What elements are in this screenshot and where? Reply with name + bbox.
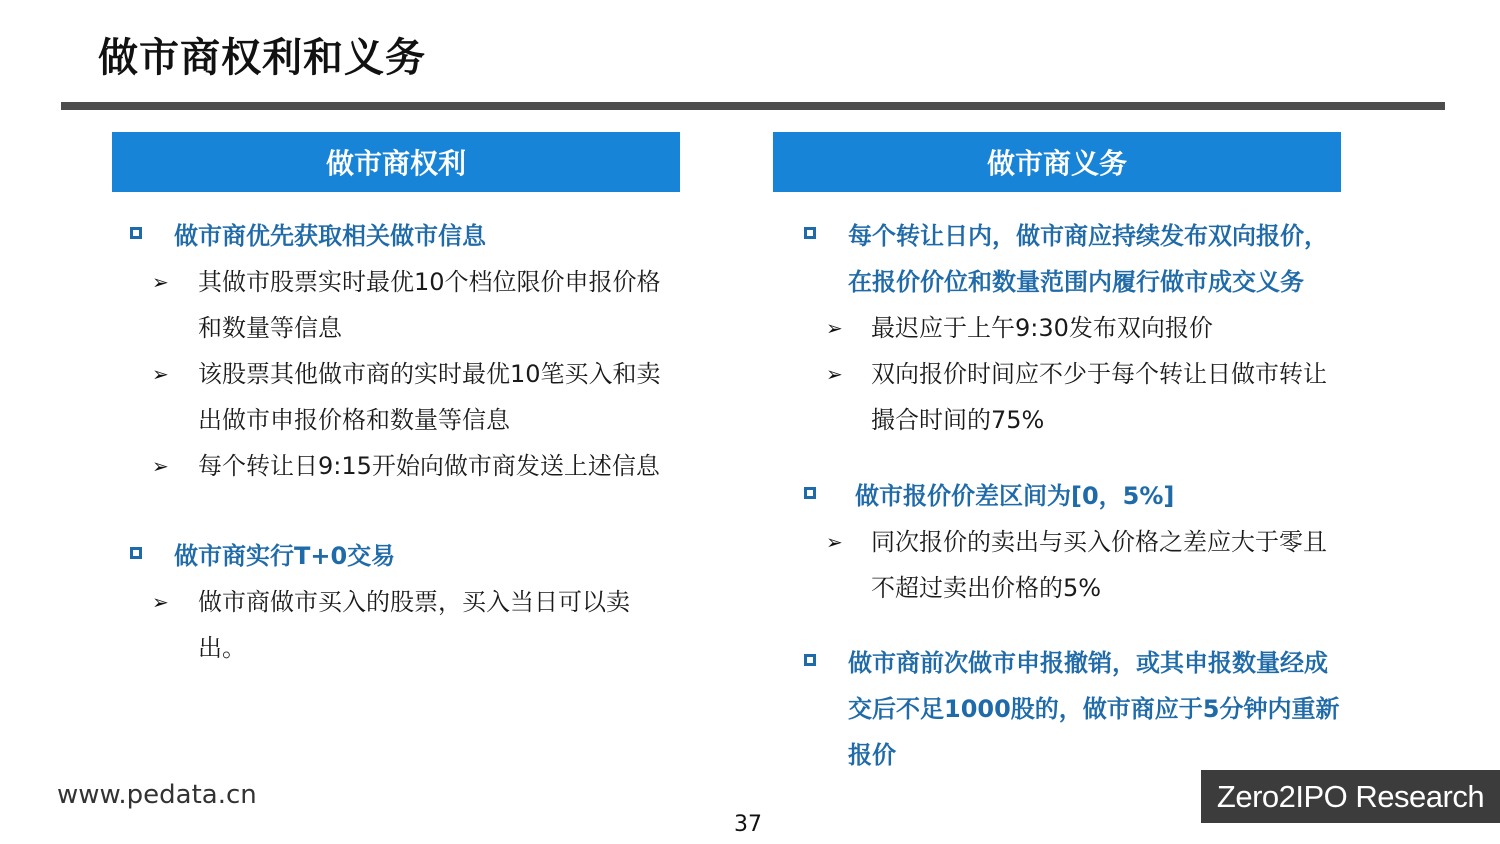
list-item [152, 443, 661, 489]
rights-section-1 [130, 213, 661, 489]
obligations-section-3 [804, 640, 1340, 778]
obligations-heading-row [804, 640, 1340, 778]
list-item-line: 最迟应于上午9:30发布双向报价 [871, 314, 1213, 342]
slide-title: 做市商权利和义务 [98, 35, 426, 81]
rights-heading-1: 做市商优先获取相关做市信息 [174, 222, 486, 250]
arrow-bullet-icon: ➢ [826, 316, 843, 340]
arrow-bullet-icon: ➢ [826, 362, 843, 386]
list-item-line: 每个转让日9:15开始向做市商发送上述信息 [198, 452, 660, 480]
obligations-section-1 [804, 213, 1328, 443]
rights-header: 做市商权利 [112, 132, 680, 192]
rights-heading-row [130, 533, 630, 579]
footer-website-link[interactable]: www.pedata.cn [57, 780, 257, 810]
rights-section-2 [130, 533, 630, 671]
obligations-section-2 [804, 473, 1327, 611]
obligations-heading-line: 在报价价位和数量范围内履行做市成交义务 [848, 268, 1304, 296]
brand-logo: Zero2IPO Research [1201, 770, 1500, 823]
obligations-heading-line: 报价 [848, 741, 896, 769]
square-bullet-icon [804, 487, 816, 499]
list-item-line: 出做市申报价格和数量等信息 [198, 406, 510, 434]
obligations-heading-line: 每个转让日内，做市商应持续发布双向报价， [848, 222, 1328, 250]
obligations-heading-line: 做市报价价差区间为[0，5%] [855, 482, 1175, 510]
obligations-heading-row [804, 213, 1328, 305]
list-item [826, 519, 1327, 611]
list-item [152, 351, 661, 443]
rights-heading-2: 做市商实行T+0交易 [174, 542, 396, 570]
arrow-bullet-icon: ➢ [152, 454, 169, 478]
list-item-line: 不超过卖出价格的5% [871, 574, 1102, 602]
arrow-bullet-icon: ➢ [826, 530, 843, 554]
arrow-bullet-icon: ➢ [152, 590, 169, 614]
list-item-line: 撮合时间的75% [871, 406, 1045, 434]
page-number: 37 [734, 812, 762, 837]
list-item [152, 579, 630, 671]
arrow-bullet-icon: ➢ [152, 362, 169, 386]
obligations-heading-line: 做市商前次做市申报撤销，或其申报数量经成 [848, 649, 1328, 677]
list-item-line: 其做市股票实时最优10个档位限价申报价格 [198, 268, 661, 296]
list-item-line: 做市商做市买入的股票，买入当日可以卖 [198, 588, 630, 616]
list-item-line: 双向报价时间应不少于每个转让日做市转让 [871, 360, 1327, 388]
list-item [826, 351, 1328, 443]
square-bullet-icon [130, 547, 142, 559]
list-item-line: 出。 [198, 634, 246, 662]
list-item-line: 同次报价的卖出与买入价格之差应大于零且 [871, 528, 1327, 556]
obligations-heading-line: 交后不足1000股的，做市商应于5分钟内重新 [848, 695, 1340, 723]
title-divider [61, 102, 1445, 110]
list-item [152, 259, 661, 351]
list-item-line: 和数量等信息 [198, 314, 342, 342]
arrow-bullet-icon: ➢ [152, 270, 169, 294]
list-item [826, 305, 1328, 351]
list-item-line: 该股票其他做市商的实时最优10笔买入和卖 [198, 360, 661, 388]
square-bullet-icon [804, 227, 816, 239]
obligations-heading-row [804, 473, 1327, 519]
square-bullet-icon [130, 227, 142, 239]
rights-heading-row [130, 213, 661, 259]
obligations-header: 做市商义务 [773, 132, 1341, 192]
square-bullet-icon [804, 654, 816, 666]
